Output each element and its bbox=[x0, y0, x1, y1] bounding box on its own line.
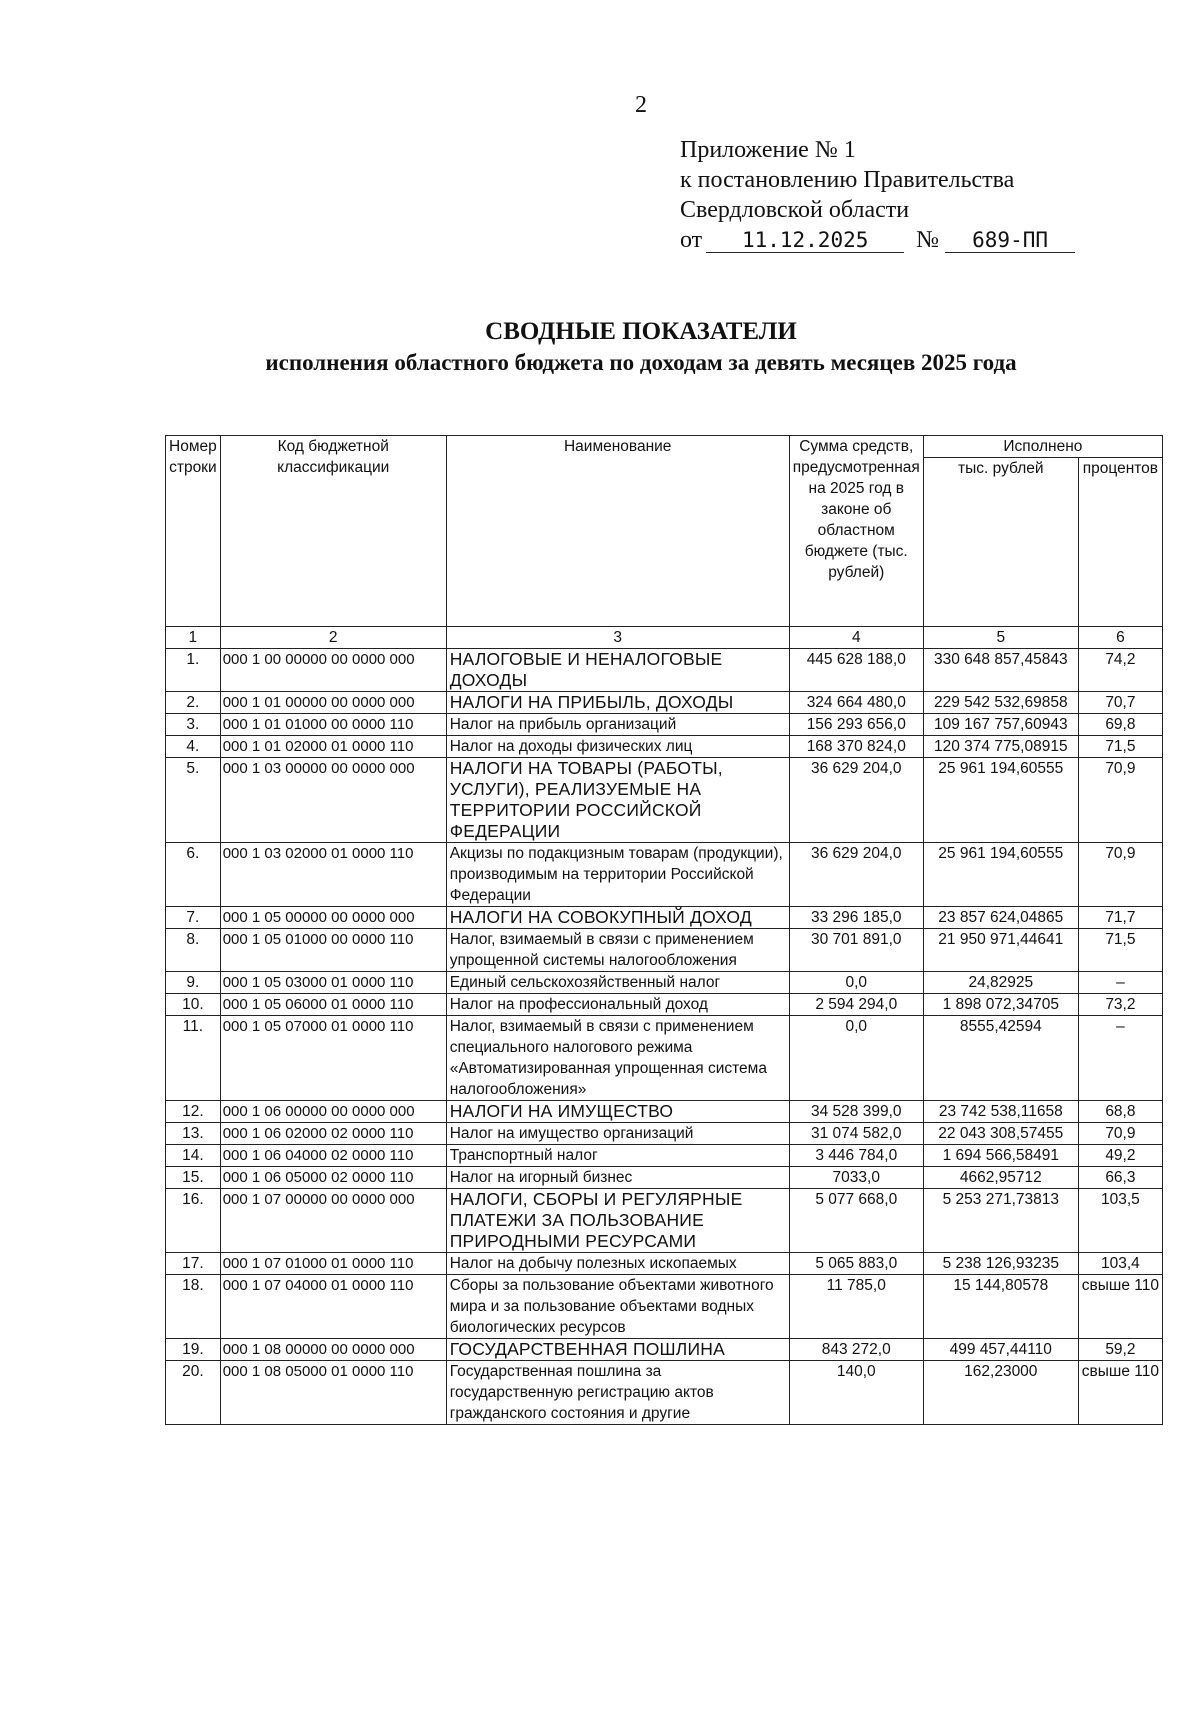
code-cell: 000 1 06 04000 02 0000 110 bbox=[220, 1145, 446, 1167]
executed-cell: 109 167 757,60943 bbox=[923, 714, 1078, 736]
name-cell: НАЛОГИ НА ИМУЩЕСТВО bbox=[446, 1101, 789, 1123]
percent-cell: 73,2 bbox=[1078, 994, 1162, 1016]
code-cell: 000 1 06 00000 00 0000 000 bbox=[220, 1101, 446, 1123]
row-number-cell: 1. bbox=[166, 649, 221, 692]
code-cell: 000 1 00 00000 00 0000 000 bbox=[220, 649, 446, 692]
header-executed: Исполнено bbox=[923, 436, 1162, 458]
executed-cell: 25 961 194,60555 bbox=[923, 843, 1078, 907]
name-cell: Налог, взимаемый в связи с применением специального налогового режима «Автоматизированная упрощенная система налогообложения» bbox=[446, 1016, 789, 1101]
row-number-cell: 18. bbox=[166, 1275, 221, 1339]
percent-cell: 49,2 bbox=[1078, 1145, 1162, 1167]
planned-cell: 0,0 bbox=[789, 972, 923, 994]
planned-cell: 36 629 204,0 bbox=[789, 843, 923, 907]
revenue-table bbox=[165, 435, 1163, 1425]
executed-cell: 162,23000 bbox=[923, 1361, 1078, 1425]
percent-cell: – bbox=[1078, 972, 1162, 994]
name-cell: НАЛОГИ НА ТОВАРЫ (РАБОТЫ, УСЛУГИ), РЕАЛИЗУЕМЫЕ НА ТЕРРИТОРИИ РОССИЙСКОЙ ФЕДЕРАЦИИ bbox=[446, 758, 789, 843]
planned-cell: 324 664 480,0 bbox=[789, 692, 923, 714]
name-cell: Налог на доходы физических лиц bbox=[446, 736, 789, 758]
row-number-cell: 11. bbox=[166, 1016, 221, 1101]
code-cell: 000 1 03 00000 00 0000 000 bbox=[220, 758, 446, 843]
planned-cell: 36 629 204,0 bbox=[789, 758, 923, 843]
header-row bbox=[166, 436, 1163, 458]
name-cell: Налог на имущество организаций bbox=[446, 1123, 789, 1145]
table-row bbox=[166, 907, 1163, 929]
header-executed-percent: процентов bbox=[1078, 458, 1162, 627]
row-number-cell: 6. bbox=[166, 843, 221, 907]
document-title: СВОДНЫЕ ПОКАЗАТЕЛИ bbox=[485, 318, 797, 345]
table-row bbox=[166, 1123, 1163, 1145]
executed-cell: 23 857 624,04865 bbox=[923, 907, 1078, 929]
percent-cell: – bbox=[1078, 1016, 1162, 1101]
name-cell: НАЛОГИ НА СОВОКУПНЫЙ ДОХОД bbox=[446, 907, 789, 929]
table-row bbox=[166, 1275, 1163, 1339]
header-name: Наименование bbox=[446, 436, 789, 627]
planned-cell: 30 701 891,0 bbox=[789, 929, 923, 972]
code-cell: 000 1 07 00000 00 0000 000 bbox=[220, 1189, 446, 1253]
planned-cell: 168 370 824,0 bbox=[789, 736, 923, 758]
planned-cell: 31 074 582,0 bbox=[789, 1123, 923, 1145]
row-number-cell: 3. bbox=[166, 714, 221, 736]
row-number-cell: 9. bbox=[166, 972, 221, 994]
percent-cell: 103,5 bbox=[1078, 1189, 1162, 1253]
header-row-number: Номер строки bbox=[166, 436, 221, 627]
executed-cell: 499 457,44110 bbox=[923, 1339, 1078, 1361]
name-cell: Налог на прибыль организаций bbox=[446, 714, 789, 736]
column-number: 4 bbox=[789, 627, 923, 649]
code-cell: 000 1 05 06000 01 0000 110 bbox=[220, 994, 446, 1016]
table-row bbox=[166, 929, 1163, 972]
row-number-cell: 19. bbox=[166, 1339, 221, 1361]
executed-cell: 22 043 308,57455 bbox=[923, 1123, 1078, 1145]
executed-cell: 1 898 072,34705 bbox=[923, 994, 1078, 1016]
planned-cell: 7033,0 bbox=[789, 1167, 923, 1189]
executed-cell: 229 542 532,69858 bbox=[923, 692, 1078, 714]
code-cell: 000 1 06 05000 02 0000 110 bbox=[220, 1167, 446, 1189]
appendix-line-1: Приложение № 1 bbox=[680, 137, 856, 163]
percent-cell: свыше 110 bbox=[1078, 1361, 1162, 1425]
row-number-cell: 8. bbox=[166, 929, 221, 972]
executed-cell: 8555,42594 bbox=[923, 1016, 1078, 1101]
row-number-cell: 17. bbox=[166, 1253, 221, 1275]
planned-cell: 140,0 bbox=[789, 1361, 923, 1425]
row-number-cell: 10. bbox=[166, 994, 221, 1016]
percent-cell: свыше 110 bbox=[1078, 1275, 1162, 1339]
header-code: Код бюджетной классификации bbox=[220, 436, 446, 627]
percent-cell: 68,8 bbox=[1078, 1101, 1162, 1123]
percent-cell: 74,2 bbox=[1078, 649, 1162, 692]
percent-cell: 66,3 bbox=[1078, 1167, 1162, 1189]
executed-cell: 1 694 566,58491 bbox=[923, 1145, 1078, 1167]
row-number-cell: 12. bbox=[166, 1101, 221, 1123]
column-number: 5 bbox=[923, 627, 1078, 649]
code-cell: 000 1 08 05000 01 0000 110 bbox=[220, 1361, 446, 1425]
planned-cell: 2 594 294,0 bbox=[789, 994, 923, 1016]
planned-cell: 5 077 668,0 bbox=[789, 1189, 923, 1253]
executed-cell: 25 961 194,60555 bbox=[923, 758, 1078, 843]
planned-cell: 33 296 185,0 bbox=[789, 907, 923, 929]
table-row bbox=[166, 1167, 1163, 1189]
executed-cell: 5 253 271,73813 bbox=[923, 1189, 1078, 1253]
executed-cell: 5 238 126,93235 bbox=[923, 1253, 1078, 1275]
appendix-date-row bbox=[680, 225, 1075, 255]
code-cell: 000 1 06 02000 02 0000 110 bbox=[220, 1123, 446, 1145]
row-number-cell: 13. bbox=[166, 1123, 221, 1145]
percent-cell: 70,9 bbox=[1078, 1123, 1162, 1145]
name-cell: Налог на профессиональный доход bbox=[446, 994, 789, 1016]
row-number-cell: 16. bbox=[166, 1189, 221, 1253]
table-row bbox=[166, 736, 1163, 758]
planned-cell: 11 785,0 bbox=[789, 1275, 923, 1339]
code-cell: 000 1 08 00000 00 0000 000 bbox=[220, 1339, 446, 1361]
appendix-line-2: к постановлению Правительства bbox=[680, 167, 1015, 193]
code-cell: 000 1 05 07000 01 0000 110 bbox=[220, 1016, 446, 1101]
table-row bbox=[166, 649, 1163, 692]
executed-cell: 4662,95712 bbox=[923, 1167, 1078, 1189]
name-cell: НАЛОГОВЫЕ И НЕНАЛОГОВЫЕ ДОХОДЫ bbox=[446, 649, 789, 692]
table-body bbox=[166, 649, 1163, 1425]
name-cell: Государственная пошлина за государственную регистрацию актов гражданского состояния и другие bbox=[446, 1361, 789, 1425]
row-number-cell: 15. bbox=[166, 1167, 221, 1189]
number-sign: № bbox=[916, 227, 940, 253]
table-row bbox=[166, 758, 1163, 843]
code-cell: 000 1 07 04000 01 0000 110 bbox=[220, 1275, 446, 1339]
table-row bbox=[166, 1101, 1163, 1123]
name-cell: Сборы за пользование объектами животного мира и за пользование объектами водных биологических ресурсов bbox=[446, 1275, 789, 1339]
percent-cell: 70,9 bbox=[1078, 843, 1162, 907]
executed-cell: 120 374 775,08915 bbox=[923, 736, 1078, 758]
percent-cell: 59,2 bbox=[1078, 1339, 1162, 1361]
name-cell: Транспортный налог bbox=[446, 1145, 789, 1167]
percent-cell: 70,9 bbox=[1078, 758, 1162, 843]
date-prefix: от bbox=[680, 227, 703, 253]
table-row bbox=[166, 692, 1163, 714]
row-number-cell: 14. bbox=[166, 1145, 221, 1167]
row-number-cell: 7. bbox=[166, 907, 221, 929]
executed-cell: 24,82925 bbox=[923, 972, 1078, 994]
column-number: 6 bbox=[1078, 627, 1162, 649]
planned-cell: 5 065 883,0 bbox=[789, 1253, 923, 1275]
code-cell: 000 1 05 00000 00 0000 000 bbox=[220, 907, 446, 929]
percent-cell: 71,5 bbox=[1078, 929, 1162, 972]
row-number-cell: 2. bbox=[166, 692, 221, 714]
code-cell: 000 1 07 01000 01 0000 110 bbox=[220, 1253, 446, 1275]
appendix-line-3: Свердловской области bbox=[680, 197, 910, 223]
executed-cell: 15 144,80578 bbox=[923, 1275, 1078, 1339]
row-number-cell: 20. bbox=[166, 1361, 221, 1425]
code-cell: 000 1 05 01000 00 0000 110 bbox=[220, 929, 446, 972]
table-row bbox=[166, 1016, 1163, 1101]
column-number-row bbox=[166, 627, 1163, 649]
name-cell: ГОСУДАРСТВЕННАЯ ПОШЛИНА bbox=[446, 1339, 789, 1361]
percent-cell: 71,7 bbox=[1078, 907, 1162, 929]
planned-cell: 843 272,0 bbox=[789, 1339, 923, 1361]
code-cell: 000 1 01 02000 01 0000 110 bbox=[220, 736, 446, 758]
planned-cell: 156 293 656,0 bbox=[789, 714, 923, 736]
column-number: 2 bbox=[220, 627, 446, 649]
decree-number: 689-ПП bbox=[945, 228, 1075, 253]
planned-cell: 3 446 784,0 bbox=[789, 1145, 923, 1167]
column-number: 3 bbox=[446, 627, 789, 649]
percent-cell: 103,4 bbox=[1078, 1253, 1162, 1275]
column-number: 1 bbox=[166, 627, 221, 649]
table-row bbox=[166, 1361, 1163, 1425]
table-row bbox=[166, 843, 1163, 907]
name-cell: Налог, взимаемый в связи с применением упрощенной системы налогообложения bbox=[446, 929, 789, 972]
planned-cell: 445 628 188,0 bbox=[789, 649, 923, 692]
name-cell: Единый сельскохозяйственный налог bbox=[446, 972, 789, 994]
table-row bbox=[166, 1339, 1163, 1361]
percent-cell: 71,5 bbox=[1078, 736, 1162, 758]
executed-cell: 330 648 857,45843 bbox=[923, 649, 1078, 692]
document-subtitle: исполнения областного бюджета по доходам за девять месяцев 2025 года bbox=[265, 350, 1017, 375]
table-row bbox=[166, 1145, 1163, 1167]
code-cell: 000 1 01 00000 00 0000 000 bbox=[220, 692, 446, 714]
executed-cell: 21 950 971,44641 bbox=[923, 929, 1078, 972]
planned-cell: 34 528 399,0 bbox=[789, 1101, 923, 1123]
table-row bbox=[166, 1253, 1163, 1275]
table-row bbox=[166, 1189, 1163, 1253]
table-row bbox=[166, 994, 1163, 1016]
name-cell: НАЛОГИ, СБОРЫ И РЕГУЛЯРНЫЕ ПЛАТЕЖИ ЗА ПОЛЬЗОВАНИЕ ПРИРОДНЫМИ РЕСУРСАМИ bbox=[446, 1189, 789, 1253]
name-cell: Налог на игорный бизнес bbox=[446, 1167, 789, 1189]
executed-cell: 23 742 538,11658 bbox=[923, 1101, 1078, 1123]
planned-cell: 0,0 bbox=[789, 1016, 923, 1101]
name-cell: Налог на добычу полезных ископаемых bbox=[446, 1253, 789, 1275]
page-number: 2 bbox=[635, 92, 647, 118]
header-planned: Сумма средств, предусмотренная на 2025 год в законе об областном бюджете (тыс. рублей) bbox=[789, 436, 923, 627]
appendix-block bbox=[680, 135, 1075, 255]
row-number-cell: 4. bbox=[166, 736, 221, 758]
table-row bbox=[166, 972, 1163, 994]
percent-cell: 70,7 bbox=[1078, 692, 1162, 714]
row-number-cell: 5. bbox=[166, 758, 221, 843]
code-cell: 000 1 03 02000 01 0000 110 bbox=[220, 843, 446, 907]
header-executed-amount: тыс. рублей bbox=[923, 458, 1078, 627]
percent-cell: 69,8 bbox=[1078, 714, 1162, 736]
name-cell: НАЛОГИ НА ПРИБЫЛЬ, ДОХОДЫ bbox=[446, 692, 789, 714]
decree-date: 11.12.2025 bbox=[706, 228, 904, 253]
name-cell: Акцизы по подакцизным товарам (продукции), производимым на территории Российской Федерации bbox=[446, 843, 789, 907]
table-row bbox=[166, 714, 1163, 736]
code-cell: 000 1 05 03000 01 0000 110 bbox=[220, 972, 446, 994]
code-cell: 000 1 01 01000 00 0000 110 bbox=[220, 714, 446, 736]
